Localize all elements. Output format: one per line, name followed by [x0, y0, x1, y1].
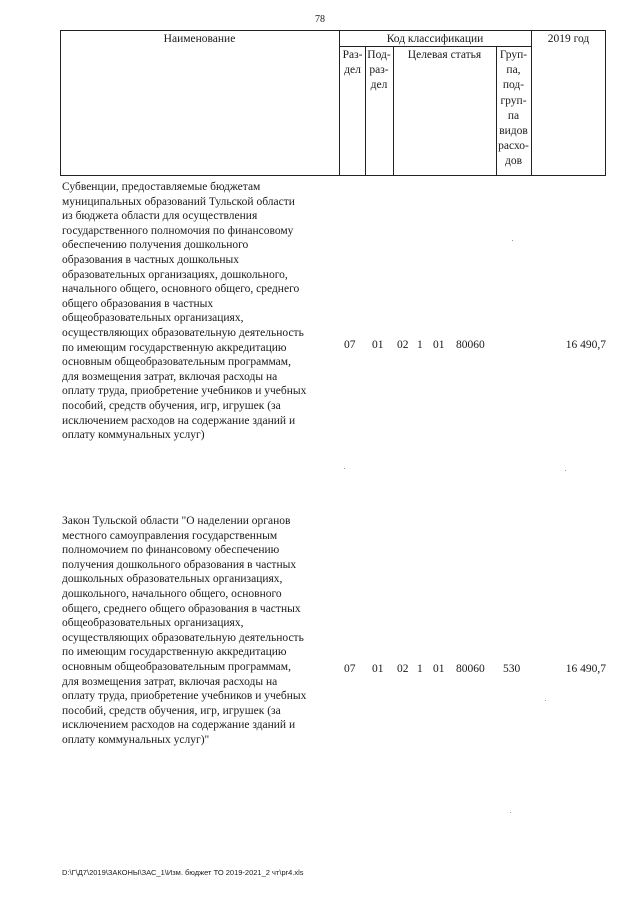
row-target-subprogram: 1 [417, 339, 423, 351]
row-target-subprogram: 1 [417, 663, 423, 675]
row-target-program: 02 [397, 339, 409, 351]
file-path-footer: D:\Г\Д7\2019\ЗАКОНЫ\ЗАС_1\Изм. бюджет ТО 2019-2021_2 чт\pr4.xls [62, 868, 304, 877]
row-section: 07 [344, 339, 356, 351]
row-amount: 16 490,7 [565, 339, 606, 351]
row-amount: 16 490,7 [565, 663, 606, 675]
row-name: Субвенции, предоставляемые бюджетам муниципальных образований Тульской области из бюджета области для осуществления государственного полномочия по финансовому обеспечению получения дошкольного образования в частных дошкольных образовательных организациях, дошкольного, начального общего, основного общего, среднего общего образования в частных общеобразовательных организациях, осуществляющих образовательную деятельность по имеющим государственную аккредитацию основным общеобразовательным программам, для возмещения затрат, включая расходы на оплату труда, приобретение учебников и учебных пособий, средств обучения, игр, игрушек (за исключением расходов на содержание зданий и оплату коммунальных услуг) [62, 181, 307, 442]
scan-speck [510, 812, 511, 813]
header-subsection: Под- раз- дел [367, 49, 391, 92]
divider-subsection [393, 46, 394, 176]
page-number: 78 [315, 14, 325, 25]
scan-speck [565, 470, 566, 471]
header-code-group: Код классификации [386, 33, 484, 45]
header-target-article: Целевая статья [407, 49, 482, 61]
header-year: 2019 год [547, 33, 590, 45]
row-target-measure: 01 [433, 339, 445, 351]
header-name: Наименование [163, 33, 236, 45]
row-target-measure: 01 [433, 663, 445, 675]
row-subsection: 01 [372, 663, 384, 675]
divider-year [531, 30, 532, 176]
row-section: 07 [344, 663, 356, 675]
header-expense-group: Груп- па, под- груп- па видов расхо- дов [498, 49, 529, 168]
header-section: Раз- дел [342, 49, 363, 77]
scan-speck [545, 700, 546, 701]
scan-speck [344, 468, 345, 469]
row-expense-group: 530 [503, 663, 521, 675]
row-target-program: 02 [397, 663, 409, 675]
row-target-direction: 80060 [456, 663, 485, 675]
scan-speck [512, 240, 513, 241]
row-subsection: 01 [372, 339, 384, 351]
row-name: Закон Тульской области "О наделении органов местного самоуправления государственным полномочием по финансовому обеспечению получения дошкольного образования в частных дошкольных образовательных организациях, дошкольного, начального общего, основного общего, среднего общего образования в частных общеобразовательных организациях, осуществляющих образовательную деятельность по имеющим государственную аккредитацию основным общеобразовательным программам, для возмещения затрат, включая расходы на оплату труда, приобретение учебников и учебных пособий, средств обучения, игр, игрушек (за исключением расходов на содержание зданий и оплату коммунальных услуг)" [62, 515, 307, 746]
row-target-direction: 80060 [456, 339, 485, 351]
